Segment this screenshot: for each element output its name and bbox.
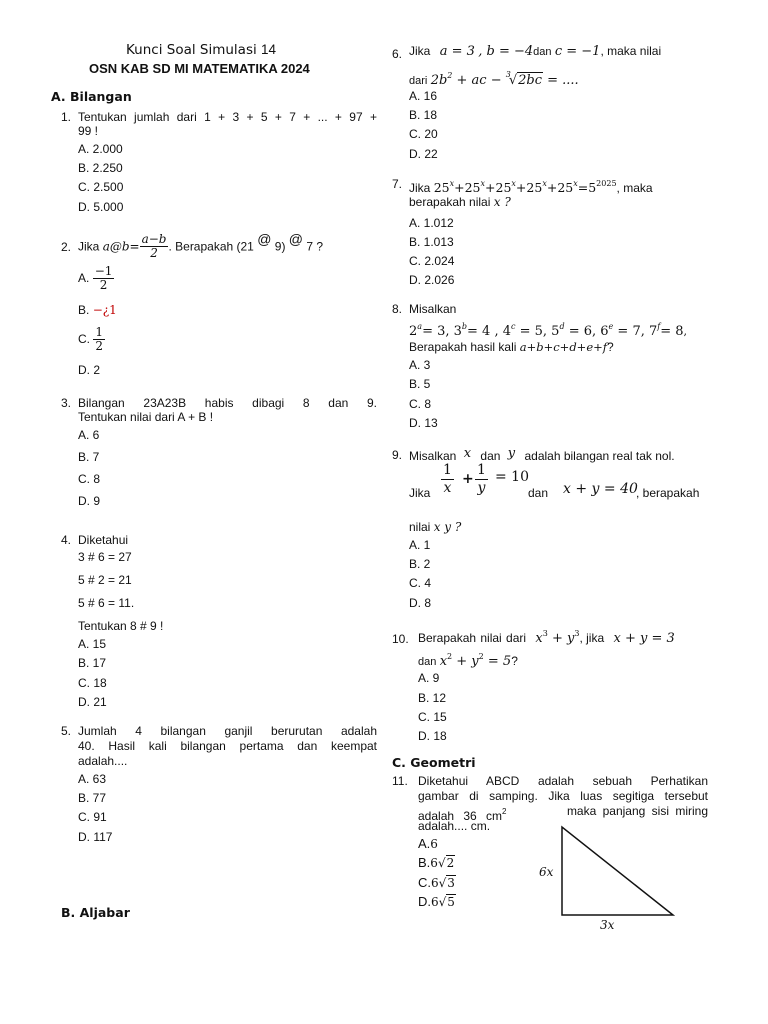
equation-list bbox=[409, 319, 687, 339]
expression-term: = 5 bbox=[483, 654, 512, 669]
word-dan: dan bbox=[480, 449, 501, 463]
question-number: 1. bbox=[61, 110, 72, 124]
term: = 7, 7 bbox=[613, 324, 658, 339]
question-text bbox=[409, 176, 653, 196]
question-mark: ? bbox=[607, 340, 614, 354]
exponent: 2 bbox=[447, 652, 453, 661]
question-clause-text: adalah 36 cm bbox=[418, 809, 503, 823]
exponent: 3 bbox=[574, 629, 580, 638]
question-text bbox=[409, 44, 661, 60]
question-text bbox=[409, 340, 614, 355]
option-d: D. 21 bbox=[78, 695, 107, 709]
expression bbox=[535, 631, 579, 646]
term-base: 25 bbox=[464, 180, 481, 195]
condition bbox=[440, 654, 511, 669]
fraction bbox=[475, 462, 488, 497]
title-number: 14 bbox=[261, 42, 277, 57]
section-c-heading: C. Geometri bbox=[392, 755, 476, 770]
term: = 3, 3 bbox=[422, 324, 462, 339]
word-jika: Jika bbox=[409, 486, 431, 500]
page-subtitle: OSN KAB SD MI MATEMATIKA 2024 bbox=[89, 61, 310, 76]
coefficient: 6 bbox=[431, 895, 439, 909]
option-b: B. 17 bbox=[78, 656, 107, 670]
expression-term: x bbox=[535, 631, 543, 646]
option-d: D. 5.000 bbox=[78, 200, 124, 214]
exponent: 3 bbox=[542, 629, 548, 638]
option-value: 6 bbox=[430, 837, 438, 851]
question-4 bbox=[61, 533, 377, 713]
fraction-denominator: 2 bbox=[99, 278, 108, 292]
fraction-numerator: a−b bbox=[141, 232, 167, 247]
question-8 bbox=[392, 302, 708, 432]
option-a: A. 1.012 bbox=[409, 216, 454, 230]
question-text: Tentukan nilai dari A + B ! bbox=[78, 410, 214, 424]
fraction bbox=[93, 265, 115, 292]
coefficient: 6 bbox=[431, 876, 439, 890]
option-c: C. 20 bbox=[409, 127, 438, 141]
option-b: B. 1.013 bbox=[409, 235, 454, 249]
radicand: 2 bbox=[446, 856, 455, 870]
option-label: C. bbox=[418, 875, 431, 890]
exponent: c bbox=[511, 322, 516, 331]
exponent: d bbox=[559, 322, 565, 331]
question-clause: , berapakah bbox=[636, 486, 700, 500]
word-dan: dan bbox=[418, 656, 437, 668]
term-base: 25 bbox=[526, 180, 543, 195]
question-text bbox=[409, 195, 511, 210]
question-text: Jumlah 4 bilangan ganjil berurutan adalah bbox=[78, 724, 377, 738]
exponent: e bbox=[608, 322, 614, 331]
option-value-text: −¿1 bbox=[92, 303, 117, 317]
expression-term: 2b bbox=[430, 73, 448, 88]
question-number: 4. bbox=[61, 533, 72, 547]
option-d: D. 117 bbox=[78, 830, 113, 844]
exponent: 2 bbox=[478, 652, 484, 661]
option-d: D. 2 bbox=[78, 363, 101, 377]
expression-term: = .... bbox=[543, 73, 579, 88]
question-clause: 7 ? bbox=[306, 239, 324, 254]
question-clause: maka panjang sisi miring bbox=[566, 804, 708, 818]
option-value bbox=[93, 303, 117, 317]
option-d: D. 9 bbox=[78, 494, 101, 508]
math-c: c = −1 bbox=[554, 44, 601, 59]
root-index: 3 bbox=[505, 70, 511, 79]
word-jika: , jika bbox=[579, 631, 605, 645]
option-d: D. 18 bbox=[418, 729, 447, 743]
term-base: 25 bbox=[433, 180, 450, 195]
option-d: D. 2.026 bbox=[409, 273, 455, 287]
question-text bbox=[409, 67, 579, 89]
fraction bbox=[93, 326, 105, 353]
question-text: gambar di samping. Jika luas segitiga tersebut bbox=[418, 789, 708, 803]
question-text bbox=[409, 462, 709, 502]
question-clause: Berapakah nilai dari bbox=[418, 631, 527, 645]
option-d: D. 13 bbox=[409, 416, 438, 430]
option-b: B. 77 bbox=[78, 791, 107, 805]
option-b: B. 7 bbox=[78, 450, 100, 464]
right-triangle-figure bbox=[530, 822, 690, 932]
question-7 bbox=[392, 176, 708, 291]
word-dan: dan bbox=[528, 486, 549, 500]
expression-term: x bbox=[439, 654, 448, 669]
question-10 bbox=[392, 626, 708, 751]
option-c bbox=[418, 875, 456, 891]
option-c: C. 2.024 bbox=[409, 254, 455, 268]
equation: 5 # 2 = 21 bbox=[78, 573, 132, 587]
question-5 bbox=[61, 724, 377, 854]
option-a: A. 16 bbox=[409, 89, 438, 103]
option-c: C. 4 bbox=[409, 576, 432, 590]
question-text bbox=[78, 232, 323, 260]
question-number: 10. bbox=[392, 632, 409, 646]
option-b bbox=[418, 855, 455, 871]
question-number: 11. bbox=[392, 774, 408, 788]
option-b: B. 2.250 bbox=[78, 161, 123, 175]
option-d: D. 8 bbox=[409, 596, 432, 610]
question-clause: , maka bbox=[616, 181, 653, 195]
radical-sign: √ bbox=[437, 856, 446, 870]
question-text: Diketahui ABCD adalah sebuah Perhatikan bbox=[418, 774, 708, 788]
fraction bbox=[140, 233, 169, 260]
option-b: B. 2 bbox=[409, 557, 431, 571]
equation: $25^x+25^x+25^x+25^x+25^x=5^{2025}$ bbox=[433, 179, 617, 195]
operator-definition: a@b= bbox=[102, 239, 140, 254]
question-number: 2. bbox=[61, 240, 72, 254]
condition: x + y = 3 bbox=[613, 631, 675, 646]
question-text: Tentukan 8 # 9 ! bbox=[78, 619, 164, 633]
radicand: 3 bbox=[447, 876, 455, 890]
fraction-numerator: 1 bbox=[95, 325, 103, 339]
option-b: B. 5 bbox=[409, 377, 431, 391]
option-a bbox=[78, 265, 114, 292]
word-dari: dari bbox=[409, 75, 428, 87]
expression-term: + y bbox=[452, 654, 479, 669]
word-jika: Jika bbox=[78, 239, 100, 254]
page-title bbox=[126, 42, 276, 58]
question-number: 7. bbox=[392, 177, 403, 191]
section-a-heading: A. Bilangan bbox=[51, 89, 132, 104]
option-value bbox=[431, 894, 456, 909]
term: = 6, 6 bbox=[564, 324, 609, 339]
term: = 8 bbox=[660, 324, 684, 339]
option-label: B. bbox=[418, 855, 431, 870]
expression-term: + y bbox=[547, 631, 575, 646]
option-a: A. 9 bbox=[418, 671, 440, 685]
exponent: 2 bbox=[502, 807, 507, 816]
fraction-numerator: −1 bbox=[94, 264, 113, 278]
term-base: 25 bbox=[495, 180, 512, 195]
plus-sign: + bbox=[462, 471, 474, 487]
term: = 5, 5 bbox=[515, 324, 560, 339]
option-c: C. 15 bbox=[418, 710, 447, 724]
equation: x + y = 40 bbox=[563, 481, 638, 497]
exponent: b bbox=[461, 322, 468, 331]
question-text: adalah.... cm. bbox=[418, 819, 491, 833]
question-text bbox=[418, 649, 518, 670]
at-symbol: @ bbox=[288, 231, 303, 247]
at-symbol: @ bbox=[257, 231, 272, 247]
word-dan: dan bbox=[533, 46, 552, 58]
question-clause: Berapakah hasil kali bbox=[409, 340, 517, 354]
equation: 3 # 6 = 27 bbox=[78, 550, 132, 564]
term: = 4 , 4 bbox=[467, 324, 511, 339]
exponent: a bbox=[417, 322, 423, 331]
question-clause: adalah bilangan real tak nol. bbox=[524, 449, 675, 463]
word-jika: Jika bbox=[409, 44, 431, 58]
question-2 bbox=[61, 232, 377, 382]
equation: 5 # 6 = 11. bbox=[78, 596, 135, 610]
question-text: Tentukan jumlah dari 1 + 3 + 5 + 7 + ... + 97 + bbox=[78, 110, 377, 124]
option-b: B. 12 bbox=[418, 691, 447, 705]
radicand: 5 bbox=[447, 895, 455, 909]
question-clause: Misalkan bbox=[409, 449, 457, 463]
fraction-denominator: 2 bbox=[95, 339, 103, 353]
side-label: 6x bbox=[539, 865, 554, 879]
question-3 bbox=[61, 396, 377, 516]
option-a: A. 63 bbox=[78, 772, 107, 786]
option-a bbox=[418, 836, 438, 852]
expression-term: + ac − bbox=[452, 73, 506, 88]
expression: a+b+c+d+e+f bbox=[519, 340, 608, 354]
fraction-numerator: 1 bbox=[477, 462, 486, 478]
radical-sign: √ bbox=[438, 876, 447, 890]
radicand: 2bc bbox=[518, 73, 542, 88]
option-value bbox=[431, 875, 456, 890]
word-nilai: nilai bbox=[409, 520, 431, 534]
question-number: 9. bbox=[392, 448, 403, 462]
term-base: 25 bbox=[557, 180, 574, 195]
rhs-exponent: 2025 bbox=[596, 179, 617, 188]
fraction-numerator: 1 bbox=[443, 462, 452, 478]
expression: x y ? bbox=[433, 520, 462, 534]
exponent: f bbox=[657, 322, 661, 331]
option-label: A. bbox=[418, 836, 431, 851]
question-clause: berapakah nilai bbox=[409, 195, 491, 209]
question-text: Diketahui bbox=[78, 533, 129, 547]
option-label: D. bbox=[418, 894, 431, 909]
term: 2 bbox=[409, 324, 418, 339]
question-clause: . Berapakah (21 bbox=[168, 239, 254, 254]
math-b: , b = −4 bbox=[478, 44, 534, 59]
question-mark: ? bbox=[511, 654, 518, 668]
question-number: 8. bbox=[392, 302, 403, 316]
variable: x ? bbox=[493, 195, 511, 209]
exponent: 2 bbox=[447, 71, 453, 80]
option-label: B. bbox=[78, 303, 90, 317]
question-text: 40. Hasil kali bilangan pertama dan keempat bbox=[78, 739, 377, 753]
equation-rhs: = 10 bbox=[495, 469, 529, 485]
fraction-denominator: 2 bbox=[150, 246, 158, 261]
option-a: A. 15 bbox=[78, 637, 107, 651]
term: , bbox=[683, 325, 688, 338]
option-c: C. 8 bbox=[409, 397, 432, 411]
question-text: Bilangan 23A23B habis dibagi 8 dan 9. bbox=[78, 396, 377, 410]
option-label: A. bbox=[78, 271, 90, 285]
radical-sign: √ bbox=[438, 895, 447, 909]
base-label: 3x bbox=[600, 918, 615, 932]
question-text: adalah.... bbox=[78, 754, 128, 768]
option-c: C. 2.500 bbox=[78, 180, 124, 194]
option-d: D. 22 bbox=[409, 147, 438, 161]
option-a: A. 3 bbox=[409, 358, 431, 372]
question-number: 6. bbox=[392, 47, 403, 61]
variable-x: x bbox=[463, 446, 472, 461]
question-text: 99 ! bbox=[78, 124, 99, 138]
option-c: C. 8 bbox=[78, 472, 101, 486]
question-number: 3. bbox=[61, 396, 72, 410]
expression bbox=[430, 70, 579, 88]
option-c: C. 91 bbox=[78, 810, 107, 824]
variable-y: y bbox=[507, 446, 516, 461]
option-label: C. bbox=[78, 332, 90, 346]
section-b-heading: B. Aljabar bbox=[61, 905, 130, 920]
question-number: 5. bbox=[61, 724, 72, 738]
word-jika: Jika bbox=[409, 181, 431, 195]
coefficient: 6 bbox=[430, 856, 438, 870]
option-value bbox=[430, 855, 455, 870]
option-c bbox=[78, 326, 105, 353]
title-text: Kunci Soal Simulasi bbox=[126, 42, 257, 58]
math-a: a = 3 bbox=[439, 44, 475, 59]
question-9 bbox=[392, 446, 708, 616]
rhs-base: 5 bbox=[588, 180, 597, 195]
option-a: A. 1 bbox=[409, 538, 431, 552]
triangle-shape bbox=[562, 827, 673, 915]
option-d bbox=[418, 894, 456, 910]
fraction-denominator: y bbox=[477, 480, 486, 496]
question-text: Misalkan bbox=[409, 302, 457, 316]
option-c: C. 18 bbox=[78, 676, 107, 690]
question-text bbox=[418, 626, 708, 646]
option-a: A. 6 bbox=[78, 428, 100, 442]
option-a: A. 2.000 bbox=[78, 142, 123, 156]
question-text bbox=[409, 520, 461, 535]
option-b: B. 18 bbox=[409, 108, 438, 122]
fraction-denominator: x bbox=[443, 480, 452, 496]
question-clause: 9) bbox=[274, 239, 286, 254]
option-b bbox=[78, 303, 117, 318]
radical-sign: √ bbox=[508, 73, 518, 88]
question-clause: , maka nilai bbox=[600, 44, 662, 58]
question-6 bbox=[392, 44, 708, 169]
fraction bbox=[441, 462, 454, 497]
